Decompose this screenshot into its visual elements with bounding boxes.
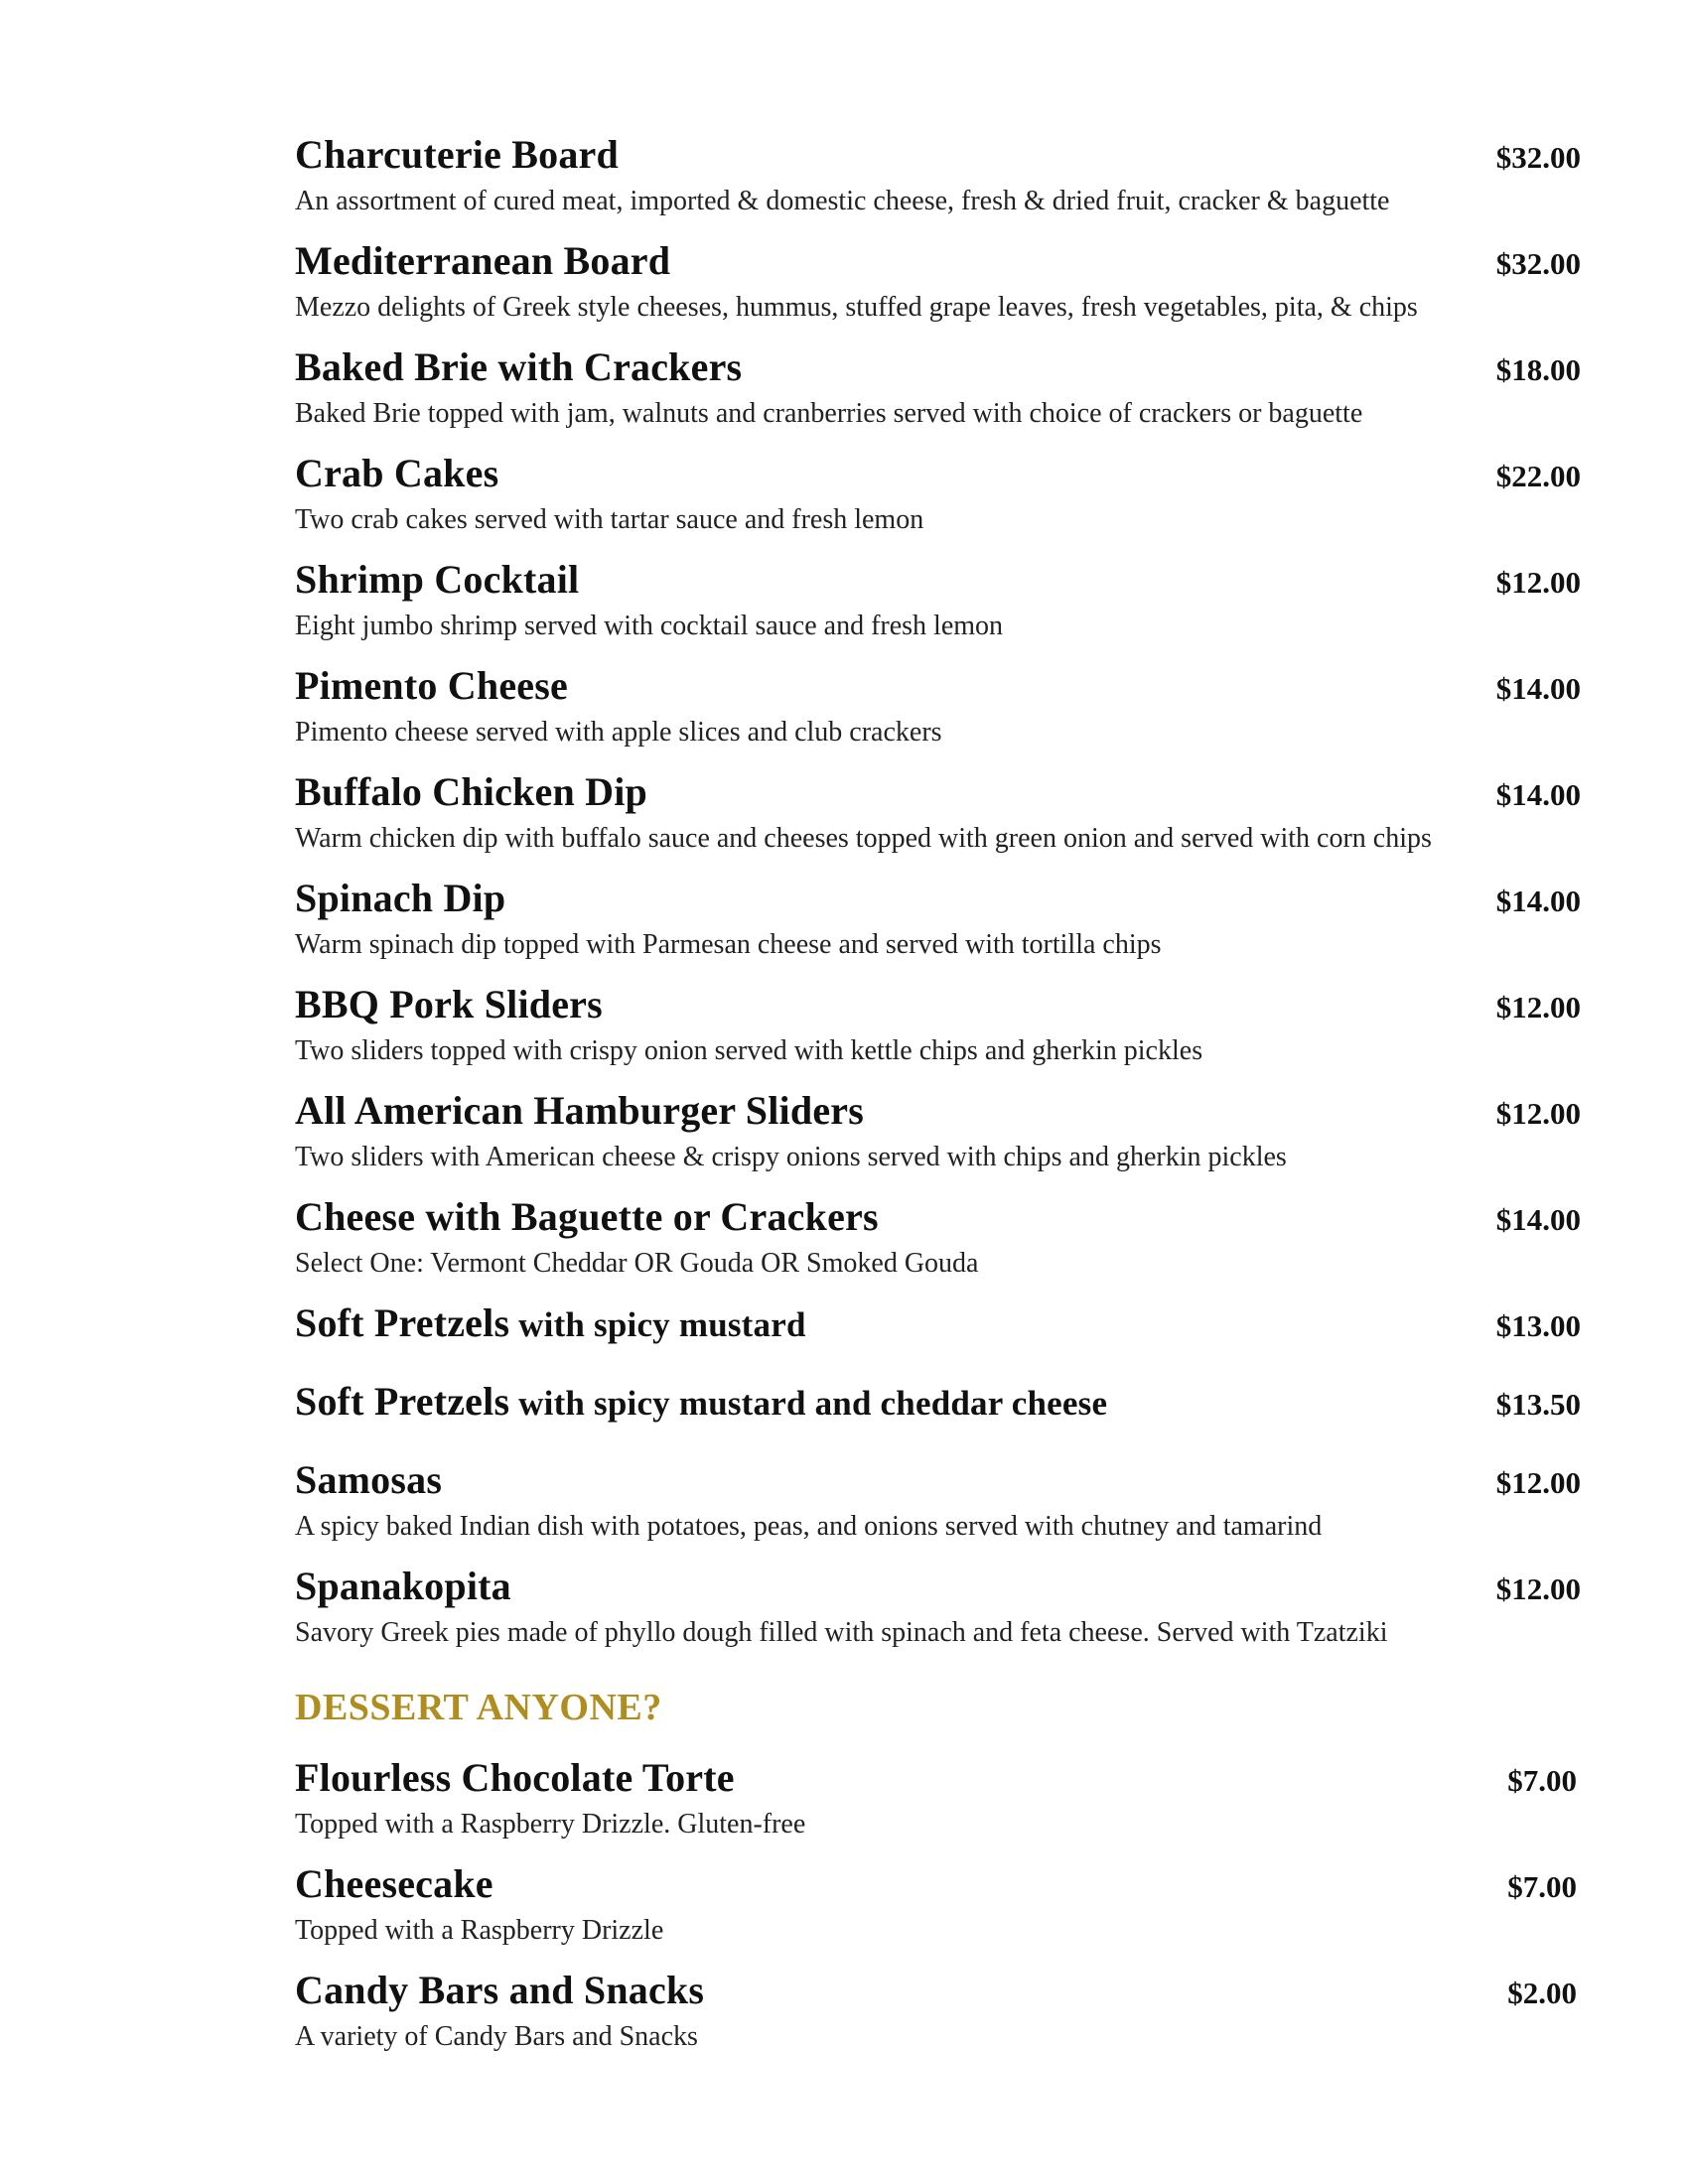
item-price: $32.00 xyxy=(1495,246,1581,281)
item-name: Cheese with Baguette or Crackers xyxy=(295,1194,879,1239)
dessert-list xyxy=(295,1754,1581,2055)
item-description: An assortment of cured meat, imported & domestic cheese, fresh & dried fruit, cracker & baguette xyxy=(295,186,1390,216)
item-price: $18.00 xyxy=(1495,352,1581,387)
item-name: Pimento Cheese xyxy=(295,663,568,708)
item-price: $2.00 xyxy=(1507,1976,1577,2010)
item-description: Two sliders with American cheese & crispy onions served with chips and gherkin pickles xyxy=(295,1142,1287,1172)
item-name: All American Hamburger Sliders xyxy=(295,1088,864,1133)
item-price: $12.00 xyxy=(1495,565,1581,600)
item-name-main: Soft Pretzels xyxy=(295,1379,510,1424)
item-price: $12.00 xyxy=(1495,1465,1581,1500)
menu-item xyxy=(295,1087,1581,1175)
item-name: Charcuterie Board xyxy=(295,132,619,177)
menu-item xyxy=(295,131,1581,219)
item-price: $14.00 xyxy=(1495,884,1581,918)
menu-item xyxy=(295,1378,1581,1429)
item-description: A spicy baked Indian dish with potatoes, peas, and onions served with chutney and tamarind xyxy=(295,1511,1323,1542)
menu-item xyxy=(295,1456,1581,1545)
item-price: $7.00 xyxy=(1507,1763,1577,1798)
item-description: Savory Greek pies made of phyllo dough filled with spinach and feta cheese. Served with Tzatziki xyxy=(295,1617,1388,1648)
item-description: Warm spinach dip topped with Parmesan cheese and served with tortilla chips xyxy=(295,929,1162,960)
menu-item xyxy=(295,1754,1581,1843)
menu-item xyxy=(295,1563,1581,1651)
item-description: Mezzo delights of Greek style cheeses, hummus, stuffed grape leaves, fresh vegetables, pita, & chips xyxy=(295,292,1418,323)
menu-item xyxy=(295,556,1581,644)
item-name-suffix: with spicy mustard xyxy=(509,1305,806,1344)
item-price: $12.00 xyxy=(1495,1096,1581,1131)
item-description: Baked Brie topped with jam, walnuts and cranberries served with choice of crackers or baguette xyxy=(295,398,1363,429)
item-name: Crab Cakes xyxy=(295,451,499,495)
menu xyxy=(295,131,1581,2073)
item-name-main: Soft Pretzels xyxy=(295,1300,510,1345)
menu-item xyxy=(295,1967,1581,2055)
item-name: Cheesecake xyxy=(295,1861,493,1906)
item-description: Two crab cakes served with tartar sauce and fresh lemon xyxy=(295,504,924,535)
menu-item xyxy=(295,450,1581,538)
item-description: Pimento cheese served with apple slices and club crackers xyxy=(295,717,942,748)
item-name-suffix: with spicy mustard and cheddar cheese xyxy=(509,1384,1108,1423)
item-name: Buffalo Chicken Dip xyxy=(295,769,647,814)
item-name xyxy=(295,1378,1107,1428)
item-name: Spinach Dip xyxy=(295,876,506,920)
item-description: Topped with a Raspberry Drizzle xyxy=(295,1915,664,1946)
item-description: Warm chicken dip with buffalo sauce and cheeses topped with green onion and served with corn chips xyxy=(295,823,1432,854)
menu-item xyxy=(295,1193,1581,1282)
item-name: BBQ Pork Sliders xyxy=(295,982,603,1026)
item-description: Select One: Vermont Cheddar OR Gouda OR Smoked Gouda xyxy=(295,1248,979,1279)
item-name: Baked Brie with Crackers xyxy=(295,344,743,389)
item-price: $12.00 xyxy=(1495,990,1581,1024)
menu-item xyxy=(295,875,1581,963)
item-price: $13.00 xyxy=(1495,1308,1581,1343)
item-price: $14.00 xyxy=(1495,671,1581,706)
menu-item xyxy=(295,237,1581,326)
item-name: Shrimp Cocktail xyxy=(295,557,580,602)
item-price: $12.00 xyxy=(1495,1571,1581,1606)
item-name: Flourless Chocolate Torte xyxy=(295,1755,735,1800)
item-name: Candy Bars and Snacks xyxy=(295,1968,705,2012)
menu-item xyxy=(295,1860,1581,1949)
item-name: Mediterranean Board xyxy=(295,238,671,283)
dessert-section-heading: DESSERT ANYONE? xyxy=(295,1687,662,1728)
item-price: $32.00 xyxy=(1495,140,1581,175)
menu-item xyxy=(295,1299,1581,1350)
item-description: Topped with a Raspberry Drizzle. Gluten-free xyxy=(295,1809,806,1840)
item-description: Two sliders topped with crispy onion served with kettle chips and gherkin pickles xyxy=(295,1035,1203,1066)
item-description: Eight jumbo shrimp served with cocktail sauce and fresh lemon xyxy=(295,611,1004,641)
item-name: Spanakopita xyxy=(295,1564,511,1608)
menu-item xyxy=(295,768,1581,857)
menu-item xyxy=(295,662,1581,751)
menu-item xyxy=(295,981,1581,1069)
item-name xyxy=(295,1299,806,1349)
item-name: Samosas xyxy=(295,1457,443,1502)
item-description: A variety of Candy Bars and Snacks xyxy=(295,2021,698,2052)
item-price: $7.00 xyxy=(1507,1869,1577,1904)
item-price: $22.00 xyxy=(1495,459,1581,493)
menu-item xyxy=(295,343,1581,432)
item-price: $14.00 xyxy=(1495,1202,1581,1237)
item-price: $14.00 xyxy=(1495,777,1581,812)
item-price: $13.50 xyxy=(1495,1387,1581,1422)
